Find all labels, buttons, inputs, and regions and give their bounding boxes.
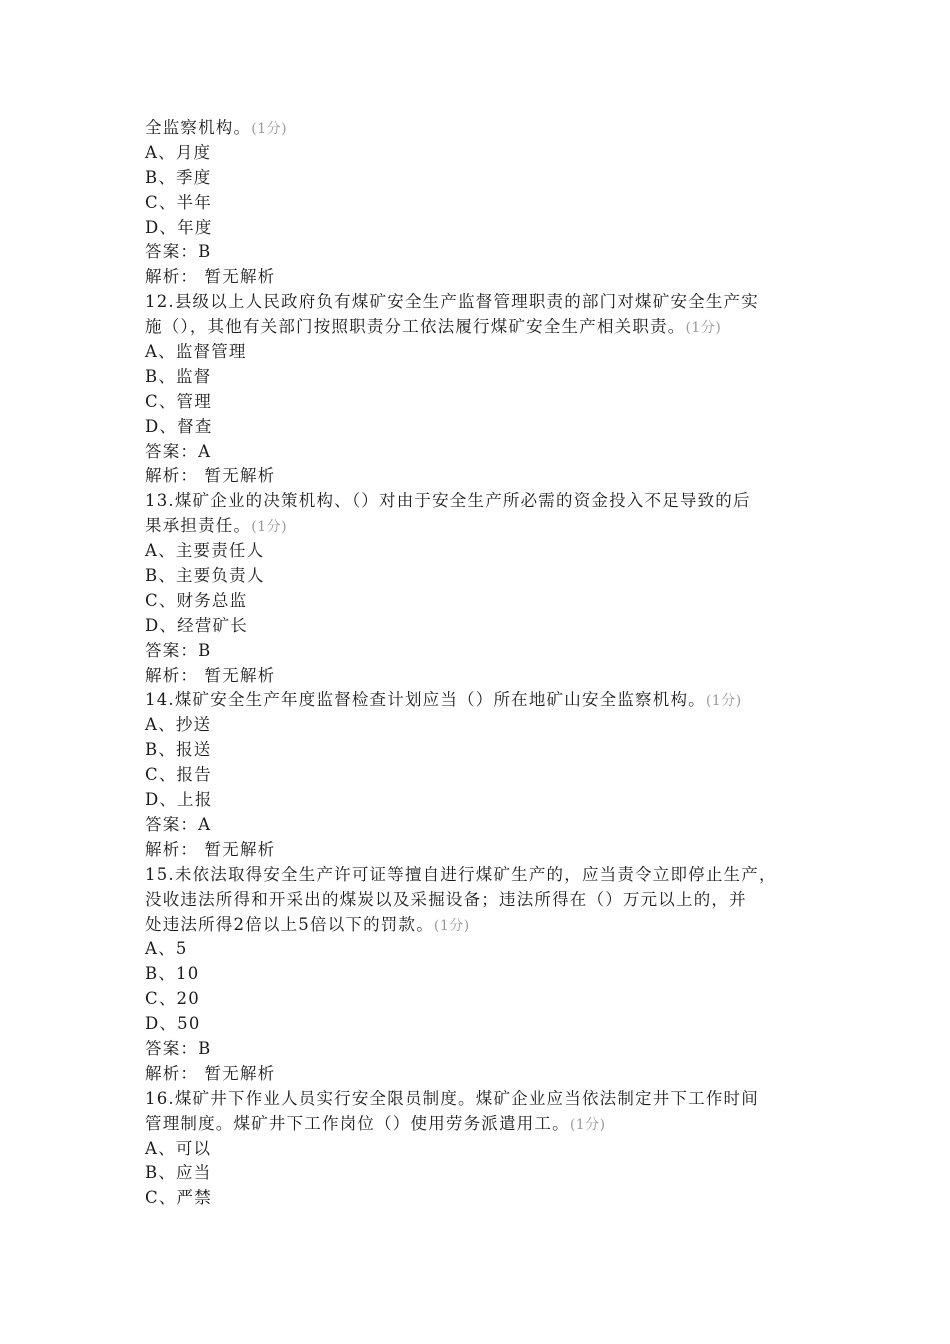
question-score: (1分) xyxy=(433,917,470,934)
option-b: B、10 xyxy=(145,964,200,984)
question-stem-line: 全监察机构。(1分) xyxy=(145,118,288,137)
analysis: 解析： 暂无解析 xyxy=(145,839,276,859)
option-c: C、财务总监 xyxy=(145,590,248,610)
option-d: D、上报 xyxy=(145,790,213,810)
option-b: B、监督 xyxy=(145,366,212,386)
question-score: (1分) xyxy=(251,519,288,536)
option-a: A、可以 xyxy=(145,1138,212,1158)
question-stem-line: 14.煤矿安全生产年度监督检查计划应当（）所在地矿山安全监察机构。(1分) xyxy=(145,690,742,710)
question-stem-line: 15.未依法取得安全生产许可证等擅自进行煤矿生产的，应当责令立即停止生产， xyxy=(145,864,777,884)
option-d: D、50 xyxy=(145,1014,201,1034)
answer: 答案：B xyxy=(145,640,212,660)
answer: 答案：A xyxy=(145,441,212,461)
option-b: B、报送 xyxy=(145,740,212,760)
option-b: B、应当 xyxy=(145,1163,212,1183)
analysis: 解析： 暂无解析 xyxy=(145,665,276,685)
question-score: (1分) xyxy=(569,1116,606,1133)
option-c: C、20 xyxy=(145,989,200,1009)
option-c: C、半年 xyxy=(145,192,212,212)
option-b: B、主要负责人 xyxy=(145,566,265,586)
analysis: 解析： 暂无解析 xyxy=(145,466,276,486)
question-stem-line: 管理制度。煤矿井下工作岗位（）使用劳务派遣用工。(1分) xyxy=(145,1113,606,1133)
option-c: C、严禁 xyxy=(145,1188,212,1208)
question-list xyxy=(145,116,815,1211)
question-stem-line: 13.煤矿企业的决策机构、（）对由于安全生产所必需的资金投入不足导致的后 xyxy=(145,491,751,511)
option-c: C、报告 xyxy=(145,765,212,785)
question-score: (1分) xyxy=(705,693,742,710)
option-c: C、管理 xyxy=(145,391,212,411)
option-a: A、月度 xyxy=(145,142,212,162)
option-d: D、年度 xyxy=(145,217,213,237)
question-stem-line: 16.煤矿井下作业人员实行安全限员制度。煤矿企业应当依法制定井下工作时间 xyxy=(145,1088,759,1108)
answer: 答案：B xyxy=(145,1038,212,1058)
question-stem-line: 果承担责任。(1分) xyxy=(145,516,288,536)
option-d: D、督查 xyxy=(145,416,213,436)
option-d: D、经营矿长 xyxy=(145,615,248,635)
answer: 答案：A xyxy=(145,814,212,834)
answer: 答案：B xyxy=(145,242,212,262)
analysis: 解析： 暂无解析 xyxy=(145,1063,276,1083)
option-a: A、5 xyxy=(145,939,188,959)
option-a: A、抄送 xyxy=(145,715,212,735)
question-stem-line: 没收违法所得和开采出的煤炭以及采掘设备；违法所得在（）万元以上的，并 xyxy=(145,889,747,909)
question-stem-line: 处违法所得2倍以上5倍以下的罚款。(1分) xyxy=(145,914,470,934)
analysis: 解析： 暂无解析 xyxy=(145,267,276,287)
question-stem-line: 施（），其他有关部门按照职责分工依法履行煤矿安全生产相关职责。(1分) xyxy=(145,317,722,337)
question-score: (1分) xyxy=(685,320,722,337)
option-b: B、季度 xyxy=(145,167,212,187)
option-a: A、监督管理 xyxy=(145,342,247,362)
question-score: (1分) xyxy=(251,121,288,137)
option-a: A、主要责任人 xyxy=(145,541,265,561)
question-stem-line: 12.县级以上人民政府负有煤矿安全生产监督管理职责的部门对煤矿安全生产实 xyxy=(145,292,759,312)
